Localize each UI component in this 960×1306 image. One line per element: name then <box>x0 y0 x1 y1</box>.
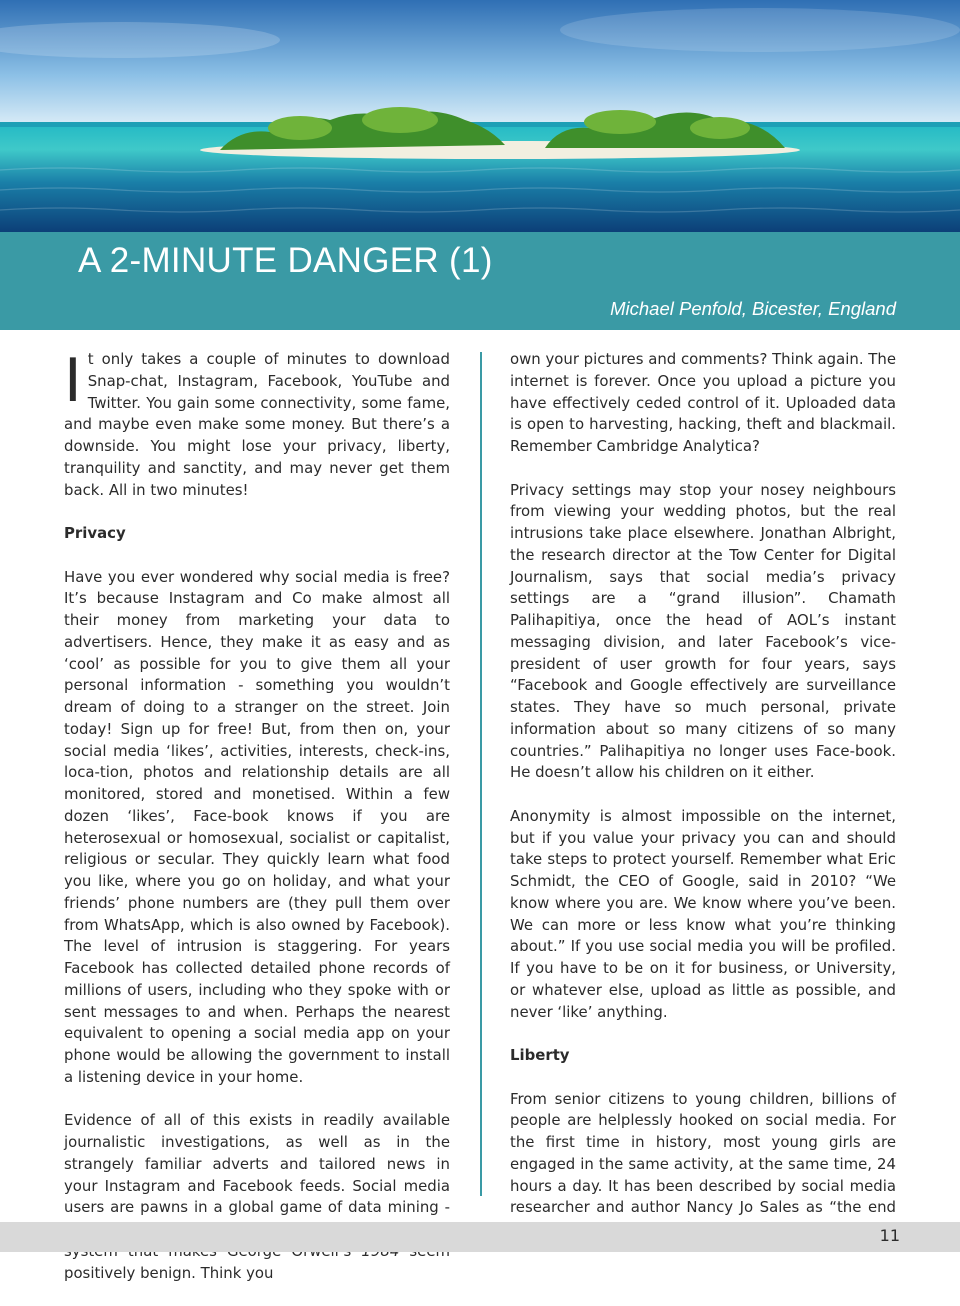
column-divider <box>480 352 482 1196</box>
article-column-left <box>64 346 450 1306</box>
intro-text: t only takes a couple of minutes to download Snap-chat, Instagram, Facebook, YouTube and Twitter. You gain some connectivity, some fame, and maybe even make some money. But there’s a downside. You might lose your privacy, liberty, tranquility and sanctity, and may never get them back. All in two minutes! <box>64 350 450 499</box>
section-heading-privacy: Privacy <box>64 524 126 542</box>
privacy-paragraph-3: Privacy settings may stop your nosey neighbours from viewing your wedding photos, but the real intrusions take place elsewhere. Jonathan Albright, the research director at the Tow Center for Digital Journalism, says that social media’s privacy settings are a “grand illusion”. Chamath Palihapitiya, once the head of AOL’s instant messaging division, and later Facebook’s vice-president of user growth for four years, says “Facebook and Google effectively are surveillance states. They have so much personal, private information about so many citizens of so many countries.” Palihapitiya no longer uses Face-book. He doesn’t allow his children on it either. <box>510 480 896 782</box>
hero-island-photo <box>0 0 960 232</box>
privacy-paragraph-2-text: Evidence of all of this exists in readily available journalistic investigations, as well as in the strangely familiar adverts and tailored news in your Instagram and Facebook feeds. Social media users are pawns in a global game of data mining - <box>64 1111 450 1217</box>
footer-bar <box>0 1222 960 1252</box>
intro-paragraph <box>64 346 450 501</box>
privacy-paragraph-2-continued: own your pictures and comments? Think again. The internet is forever. Once you upload a picture you have effectively ceded control of it. Uploaded data is open to harvesting, hacking, theft and blackmail. Remember Cambridge Analytica? <box>510 350 896 455</box>
privacy-paragraph-2-end: positively benign. Think you <box>64 1263 274 1282</box>
page-number: 11 <box>879 1226 900 1245</box>
drop-cap: I <box>64 346 82 416</box>
privacy-paragraph-2-start <box>64 1110 450 1284</box>
article-title: A 2-MINUTE DANGER (1) <box>78 241 493 280</box>
privacy-paragraph-1: Have you ever wondered why social media is free? It’s because Instagram and Co make almost all their money from marketing your data to advertisers. Hence, they make it as easy and as ‘cool’ as possible for you to give them all your personal information - something you wouldn’t dream of doing to a stranger on the street. Join today! Sign up for free! But, from then on, your social media ‘likes’, activities, interests, check-ins, loca-tion, photos and relationship details are all monitored, stored and monetised. Within a few dozen ‘likes’, Face-book knows if you are heterosexual or homosexual, socialist or capitalist, religious or secular. They quickly learn what food you like, where you go on holiday, and what your friends’ phone numbers are (they pull them over from WhatsApp, which is also owned by Facebook). The level of intrusion is staggering. For years Facebook has collected detailed phone records of millions of users, including who they spoke with or sent messages to and when. Perhaps the nearest equivalent to opening a social media app on your phone would be allowing the government to install a listening device in your home. <box>64 567 450 1086</box>
privacy-paragraph-4: Anonymity is almost impossible on the internet, but if you value your privacy you can and should take steps to protect yourself. Remember what Eric Schmidt, the CEO of Google, said in 2010? “We know where you are. We know where you’ve been. We can more or less know what you’re thinking about.” If you use social media you will be profiled. If you have to be on it for business, or University, or whatever else, upload as little as possible, and never ‘like’ anything. <box>510 806 896 1021</box>
article-byline: Michael Penfold, Bicester, England <box>610 298 896 319</box>
section-heading-liberty: Liberty <box>510 1046 570 1064</box>
article-column-right <box>510 349 896 1263</box>
liberty-paragraph-1: From senior citizens to young children, billions of people are helplessly hooked on social media. For the first time in history, most young girls are engaged in the same activity, at the same time, 24 hours a day. It has been described by social media researcher and author Nancy Jo Sales as “the end <box>510 1089 896 1217</box>
